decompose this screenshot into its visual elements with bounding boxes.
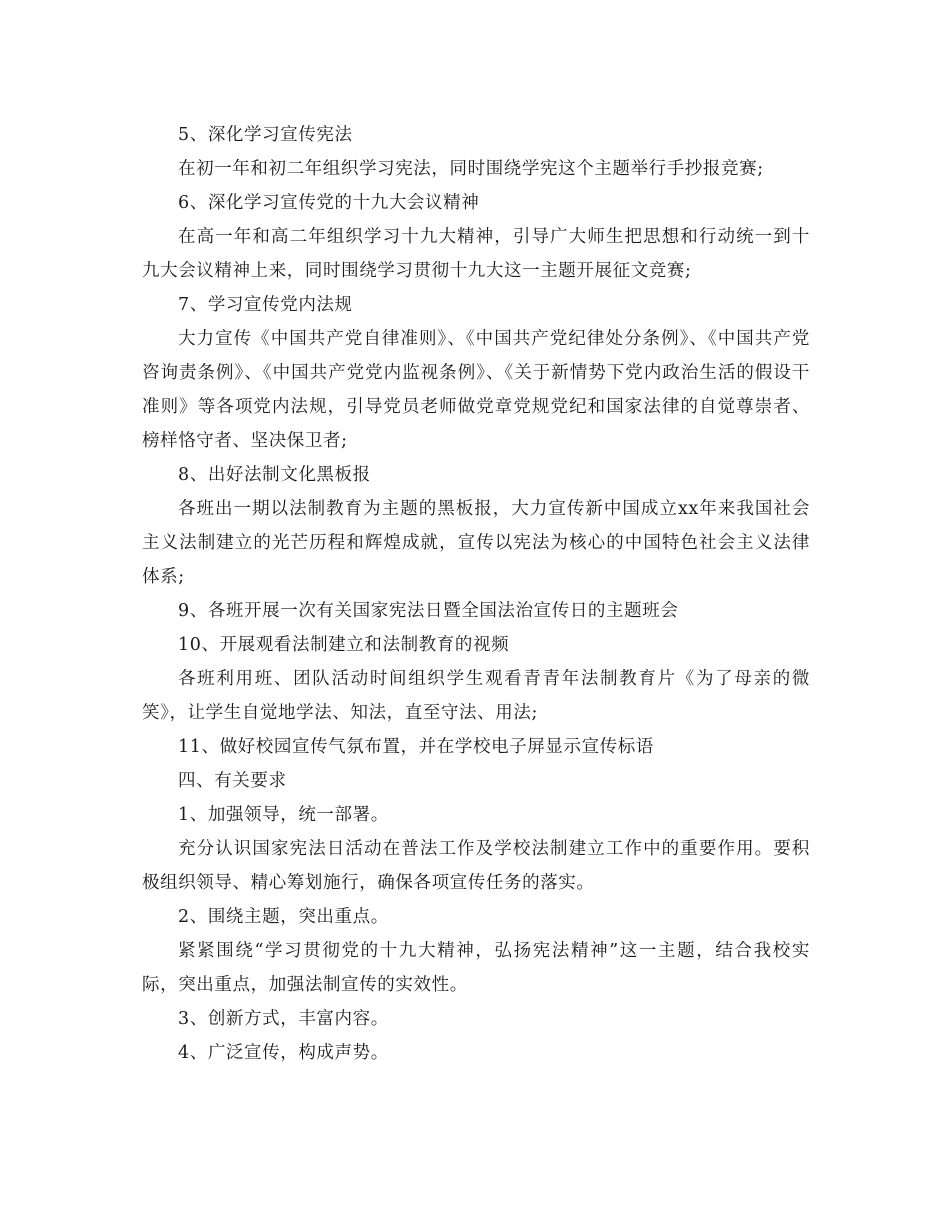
section-heading-4: 四、有关要求 xyxy=(178,771,287,791)
body-paragraph: 在初一年和初二年组织学习宪法，同时围绕学宪这个主题举行手抄报竞赛; xyxy=(178,159,764,179)
body-paragraph: 各班出一期以法制教育为主题的黑板报，大力宣传新中国成立xx年来我国社会主义法制建立的光芒历程和辉煌成就，宣传以宪法为核心的中国特色社会主义法律体系; xyxy=(142,499,810,587)
body-paragraph: 各班利用班、团队活动时间组织学生观看青青年法制教育片《为了母亲的微笑》，让学生自觉地学法、知法，直至守法、用法; xyxy=(142,669,810,723)
item-heading-6: 6、深化学习宣传党的十九大会议精神 xyxy=(178,193,480,213)
item-heading-7: 7、学习宣传党内法规 xyxy=(178,295,353,315)
item-heading-8: 8、出好法制文化黑板报 xyxy=(178,465,371,485)
body-paragraph: 大力宣传《中国共产党自律准则》、《中国共产党纪律处分条例》、《中国共产党咨询责条例》、《中国共产党党内监视条例》、《关于新情势下党内政治生活的假设干准则》等各项党内法规，引导党员老师做党章党规党纪和国家法律的自觉尊崇者、榜样恪守者、坚决保卫者; xyxy=(142,329,810,451)
requirement-heading-1: 1、加强领导，统一部署。 xyxy=(178,805,389,825)
item-heading-10: 10、开展观看法制建立和法制教育的视频 xyxy=(178,635,510,655)
requirement-heading-4: 4、广泛宣传，构成声势。 xyxy=(178,1043,389,1063)
item-heading-9: 9、各班开展一次有关国家宪法日暨全国法治宣传日的主题班会 xyxy=(178,601,679,621)
item-heading-5: 5、深化学习宣传宪法 xyxy=(178,125,353,145)
body-paragraph: 充分认识国家宪法日活动在普法工作及学校法制建立工作中的重要作用。要积极组织领导、精心筹划施行，确保各项宣传任务的落实。 xyxy=(142,839,810,893)
body-paragraph: 在高一年和高二年组织学习十九大精神，引导广大师生把思想和行动统一到十九大会议精神上来，同时围绕学习贯彻十九大这一主题开展征文竞赛; xyxy=(142,227,810,281)
document-page xyxy=(142,118,810,1070)
requirement-heading-2: 2、围绕主题，突出重点。 xyxy=(178,907,389,927)
item-heading-11: 11、做好校园宣传气氛布置，并在学校电子屏显示宣传标语 xyxy=(178,737,654,757)
requirement-heading-3: 3、创新方式，丰富内容。 xyxy=(178,1009,389,1029)
body-paragraph: 紧紧围绕“学习贯彻党的十九大精神，弘扬宪法精神”这一主题，结合我校实际，突出重点，加强法制宣传的实效性。 xyxy=(142,941,810,995)
